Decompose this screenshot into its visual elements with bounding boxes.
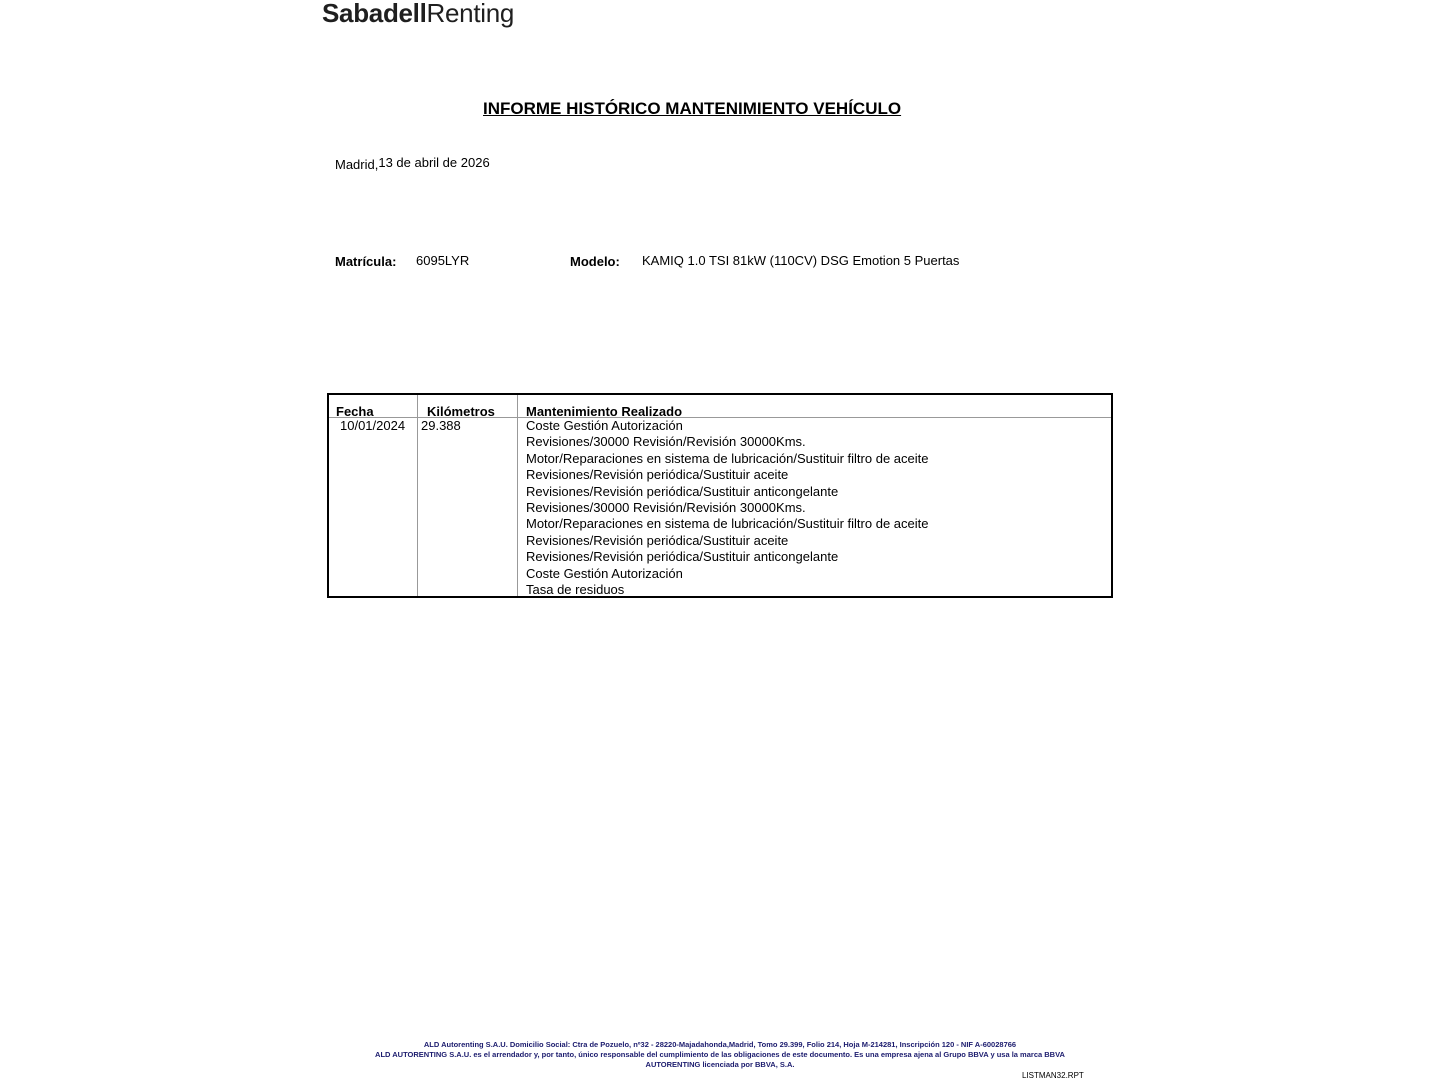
- list-item: Revisiones/Revisión periódica/Sustituir anticongelante: [526, 483, 839, 499]
- footer-line-2: ALD AUTORENTING S.A.U. es el arrendador y, por tanto, único responsable del cumplimiento de las obligaciones de este documento. Es una empresa ajena al Grupo BBVA y usa la marca BBVA: [375, 1050, 1065, 1059]
- list-item: Revisiones/Revisión periódica/Sustituir anticongelante: [526, 549, 839, 565]
- maintenance-table: [327, 393, 1113, 598]
- city-text: Madrid,: [335, 157, 379, 172]
- company-logo: [322, 0, 514, 28]
- model-value: KAMIQ 1.0 TSI 81kW (110CV) DSG Emotion 5 Puertas: [642, 253, 960, 268]
- column-divider: [517, 395, 518, 596]
- list-item: Revisiones/30000 Revisión/Revisión 30000Kms.: [526, 434, 806, 450]
- row-km: 29.388: [421, 418, 461, 433]
- column-divider: [417, 395, 418, 596]
- row-date: 10/01/2024: [340, 418, 406, 433]
- legal-footer: [320, 1040, 1120, 1070]
- header-date: Fecha: [336, 404, 374, 419]
- date-line: [335, 155, 490, 170]
- list-item: Revisiones/Revisión periódica/Sustituir aceite: [526, 532, 789, 548]
- footer-line-1: ALD Autorenting S.A.U. Domicilio Social: Ctra de Pozuelo, nº32 - 28220-Majadahonda,Madrid, Tomo 29.399, Folio 214, Hoja M-214281, Inscripción 120 - NIF A-60028766: [423, 1040, 1017, 1049]
- report-code: LISTMAN32.RPT: [1022, 1071, 1084, 1080]
- header-maintenance: Mantenimiento Realizado: [526, 404, 683, 419]
- list-item: Tasa de residuos: [526, 582, 625, 598]
- logo-bold-text: Sabadell: [322, 0, 427, 28]
- plate-value: 6095LYR: [416, 253, 470, 268]
- maintenance-list: [526, 418, 928, 598]
- list-item: Revisiones/30000 Revisión/Revisión 30000Kms.: [526, 500, 806, 516]
- logo-light-text: Renting: [426, 0, 515, 28]
- list-item: Motor/Reparaciones en sistema de lubricación/Sustituir filtro de aceite: [526, 450, 929, 466]
- model-label: Modelo:: [570, 254, 620, 269]
- list-item: Coste Gestión Autorización: [526, 418, 683, 433]
- list-item: Revisiones/Revisión periódica/Sustituir aceite: [526, 467, 789, 483]
- list-item: Coste Gestión Autorización: [526, 565, 683, 581]
- list-item: Motor/Reparaciones en sistema de lubricación/Sustituir filtro de aceite: [526, 516, 929, 532]
- document-title: INFORME HISTÓRICO MANTENIMIENTO VEHÍCULO: [483, 99, 902, 118]
- plate-label: Matrícula:: [335, 254, 397, 269]
- header-km: Kilómetros: [427, 404, 495, 419]
- date-text: 13 de abril de 2026: [378, 155, 490, 170]
- footer-line-3: AUTORENTING licenciada por BBVA, S.A.: [645, 1060, 795, 1069]
